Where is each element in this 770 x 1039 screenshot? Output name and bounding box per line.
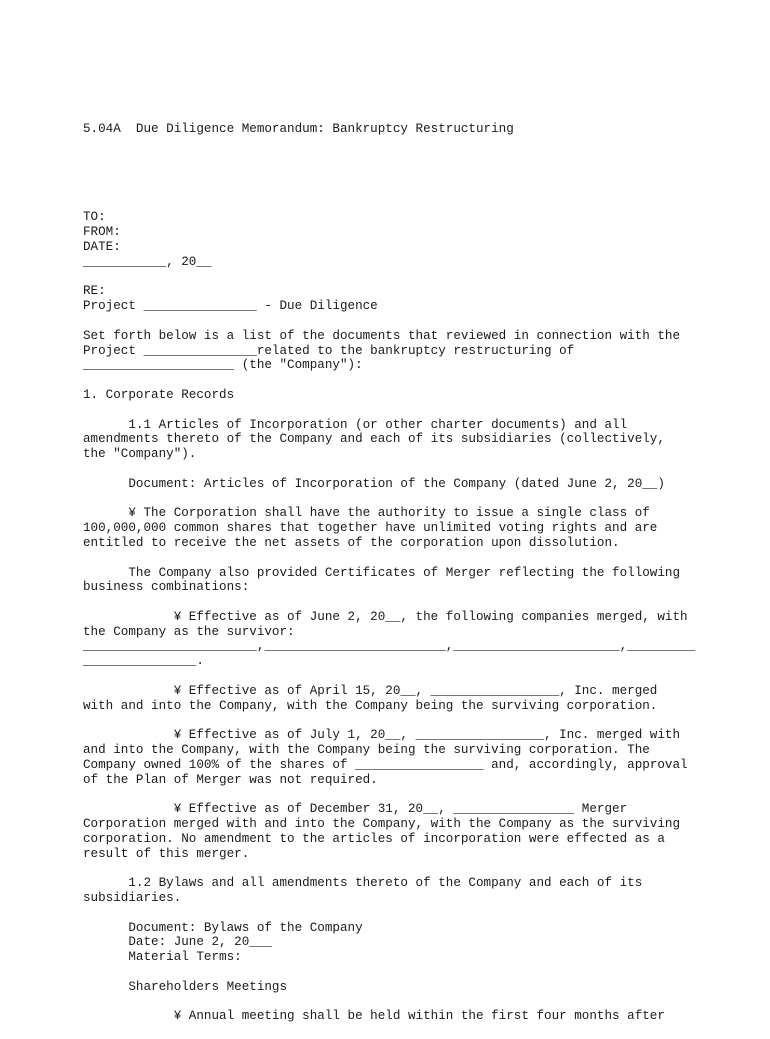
document-line: amendments thereto of the Company and each of its subsidiaries (collectively, <box>83 432 665 447</box>
document-line: DATE: <box>83 239 121 254</box>
document-line: _______________________,________________________,______________________,_________ <box>83 639 696 654</box>
blank-line <box>83 861 703 876</box>
blank-line <box>83 995 703 1010</box>
document-line: 100,000,000 common shares that together have unlimited voting rights and are <box>83 521 658 536</box>
document-page <box>83 92 703 1039</box>
document-line: 1. Corporate Records <box>83 387 235 402</box>
document-line: Material Terms: <box>83 950 242 965</box>
document-line: ¥ The Corporation shall have the authority to issue a single class of <box>83 506 650 521</box>
document-line: Project _______________related to the bankruptcy restructuring of <box>83 343 575 358</box>
document-line: ___________, 20__ <box>83 254 212 269</box>
document-line: the Company as the survivor: <box>83 624 295 639</box>
document-line: Document: Bylaws of the Company <box>83 920 363 935</box>
document-line: ____________________ (the "Company"): <box>83 358 363 373</box>
document-line: business combinations: <box>83 580 250 595</box>
document-line: TO: <box>83 210 106 225</box>
blank-line <box>83 551 703 566</box>
document-line: FROM: <box>83 225 121 240</box>
document-line: ¥ Effective as of December 31, 20__, ________________ Merger <box>83 802 628 817</box>
document-line: Corporation merged with and into the Company, with the Company as the surviving <box>83 817 681 832</box>
document-line: the "Company"). <box>83 447 197 462</box>
document-line: Company owned 100% of the shares of _________________ and, accordingly, approval <box>83 757 688 772</box>
document-line: of the Plan of Merger was not required. <box>83 772 378 787</box>
blank-line <box>83 595 703 610</box>
document-line: corporation. No amendment to the articles of incorporation were effected as a <box>83 831 665 846</box>
document-title: 5.04A Due Diligence Memorandum: Bankruptcy Restructuring <box>83 121 514 136</box>
document-line: Date: June 2, 20___ <box>83 935 272 950</box>
document-line: ¥ Effective as of April 15, 20__, _________________, Inc. merged <box>83 683 658 698</box>
blank-line <box>83 906 703 921</box>
blank-line <box>83 314 703 329</box>
blank-line <box>83 403 703 418</box>
document-line: Shareholders Meetings <box>83 979 288 994</box>
document-line: with and into the Company, with the Company being the surviving corporation. <box>83 698 658 713</box>
document-line: RE: <box>83 284 106 299</box>
blank-line <box>83 669 703 684</box>
document-line: The Company also provided Certificates of Merger reflecting the following <box>83 565 681 580</box>
document-line: ¥ Effective as of June 2, 20__, the following companies merged, with <box>83 609 688 624</box>
document-body <box>83 210 703 1024</box>
document-line: Set forth below is a list of the documents that reviewed in connection with the <box>83 328 681 343</box>
blank-line <box>83 965 703 980</box>
document-line: entitled to receive the net assets of the corporation upon dissolution. <box>83 535 620 550</box>
document-line: and into the Company, with the Company being the surviving corporation. The <box>83 743 650 758</box>
blank-line <box>83 270 703 285</box>
document-line: subsidiaries. <box>83 891 182 906</box>
document-line: result of this merger. <box>83 846 250 861</box>
blank-line <box>83 713 703 728</box>
document-line: 1.2 Bylaws and all amendments thereto of the Company and each of its <box>83 876 643 891</box>
document-line: Project _______________ - Due Diligence <box>83 299 378 314</box>
document-line: ¥ Annual meeting shall be held within the first four months after <box>83 1009 665 1024</box>
document-line: _______________. <box>83 654 204 669</box>
blank-line <box>83 373 703 388</box>
blank-line <box>83 492 703 507</box>
blank-line <box>83 787 703 802</box>
blank-line <box>83 166 703 181</box>
document-line: Document: Articles of Incorporation of the Company (dated June 2, 20__) <box>83 476 665 491</box>
document-line: ¥ Effective as of July 1, 20__, _________________, Inc. merged with <box>83 728 681 743</box>
blank-line <box>83 462 703 477</box>
document-line: 1.1 Articles of Incorporation (or other charter documents) and all <box>83 417 628 432</box>
